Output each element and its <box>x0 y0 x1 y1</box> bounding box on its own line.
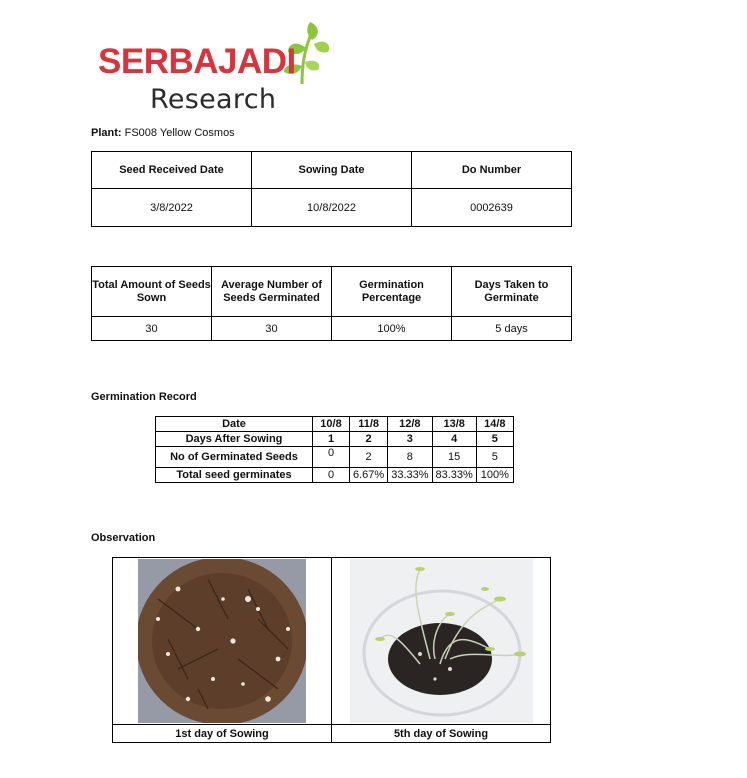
plant-name: FS008 Yellow Cosmos <box>124 127 235 139</box>
row-label: Days After Sowing <box>156 432 313 447</box>
photo-cell <box>332 558 551 725</box>
row-label: Date <box>156 417 313 432</box>
do-number-header: Do Number <box>412 152 572 189</box>
average-germinated-value: 30 <box>212 317 332 341</box>
table-cell: 8 <box>388 447 432 468</box>
photo-row <box>113 558 551 725</box>
table-header-row <box>92 152 572 189</box>
days-after-sowing-row <box>156 432 514 447</box>
total-germinates-row <box>156 468 514 483</box>
table-cell: 4 <box>432 432 476 447</box>
table-cell: 15 <box>432 447 476 468</box>
soil-photo-day1 <box>138 559 306 723</box>
table-cell: 83.33% <box>432 468 476 483</box>
sowing-date-header: Sowing Date <box>252 152 412 189</box>
table-cell: 100% <box>476 468 513 483</box>
germination-percentage-header: Germination Percentage <box>332 267 452 317</box>
table-cell: 12/8 <box>388 417 432 432</box>
logo-brand-text: SERBAJADI <box>98 42 296 81</box>
logo-sub-text: Research <box>150 84 277 115</box>
table-cell: 10/8 <box>313 417 350 432</box>
germination-record-table <box>155 416 514 483</box>
days-taken-value: 5 days <box>452 317 572 341</box>
table-cell: 2 <box>350 447 388 468</box>
germination-percentage-value: 100% <box>332 317 452 341</box>
table-header-row <box>92 267 572 317</box>
photo-cell <box>113 558 332 725</box>
table-row <box>92 189 572 227</box>
seed-received-date-value: 3/8/2022 <box>92 189 252 227</box>
table-cell: 5 <box>476 432 513 447</box>
days-taken-header: Days Taken to Germinate <box>452 267 572 317</box>
observation-title: Observation <box>91 532 156 544</box>
table-cell: 11/8 <box>350 417 388 432</box>
do-number-value: 0002639 <box>412 189 572 227</box>
caption-day1: 1st day of Sowing <box>113 725 332 743</box>
table-cell: 33.33% <box>388 468 432 483</box>
date-row <box>156 417 514 432</box>
plant-line <box>91 127 235 139</box>
observation-table <box>112 557 551 743</box>
table-cell: 6.67% <box>350 468 388 483</box>
table-cell: 3 <box>388 432 432 447</box>
table-cell: 5 <box>476 447 513 468</box>
sprout-photo-day5 <box>350 559 533 723</box>
average-germinated-header: Average Number of Seeds Germinated <box>212 267 332 317</box>
germinated-seeds-row <box>156 447 514 468</box>
seed-received-date-header: Seed Received Date <box>92 152 252 189</box>
row-label: No of Germinated Seeds <box>156 447 313 468</box>
seed-info-table <box>91 151 572 227</box>
caption-row <box>113 725 551 743</box>
table-cell: 0 <box>313 468 350 483</box>
sowing-date-value: 10/8/2022 <box>252 189 412 227</box>
germination-summary-table <box>91 266 572 341</box>
total-seeds-header: Total Amount of Seeds Sown <box>92 267 212 317</box>
caption-day5: 5th day of Sowing <box>332 725 551 743</box>
row-label: Total seed germinates <box>156 468 313 483</box>
plant-label: Plant: <box>91 127 122 139</box>
total-seeds-value: 30 <box>92 317 212 341</box>
table-cell: 2 <box>350 432 388 447</box>
table-cell: 0 <box>313 447 350 468</box>
table-row <box>92 317 572 341</box>
table-cell: 14/8 <box>476 417 513 432</box>
table-cell: 1 <box>313 432 350 447</box>
germination-record-title: Germination Record <box>91 391 197 403</box>
serbajadi-logo <box>96 18 336 118</box>
table-cell: 13/8 <box>432 417 476 432</box>
